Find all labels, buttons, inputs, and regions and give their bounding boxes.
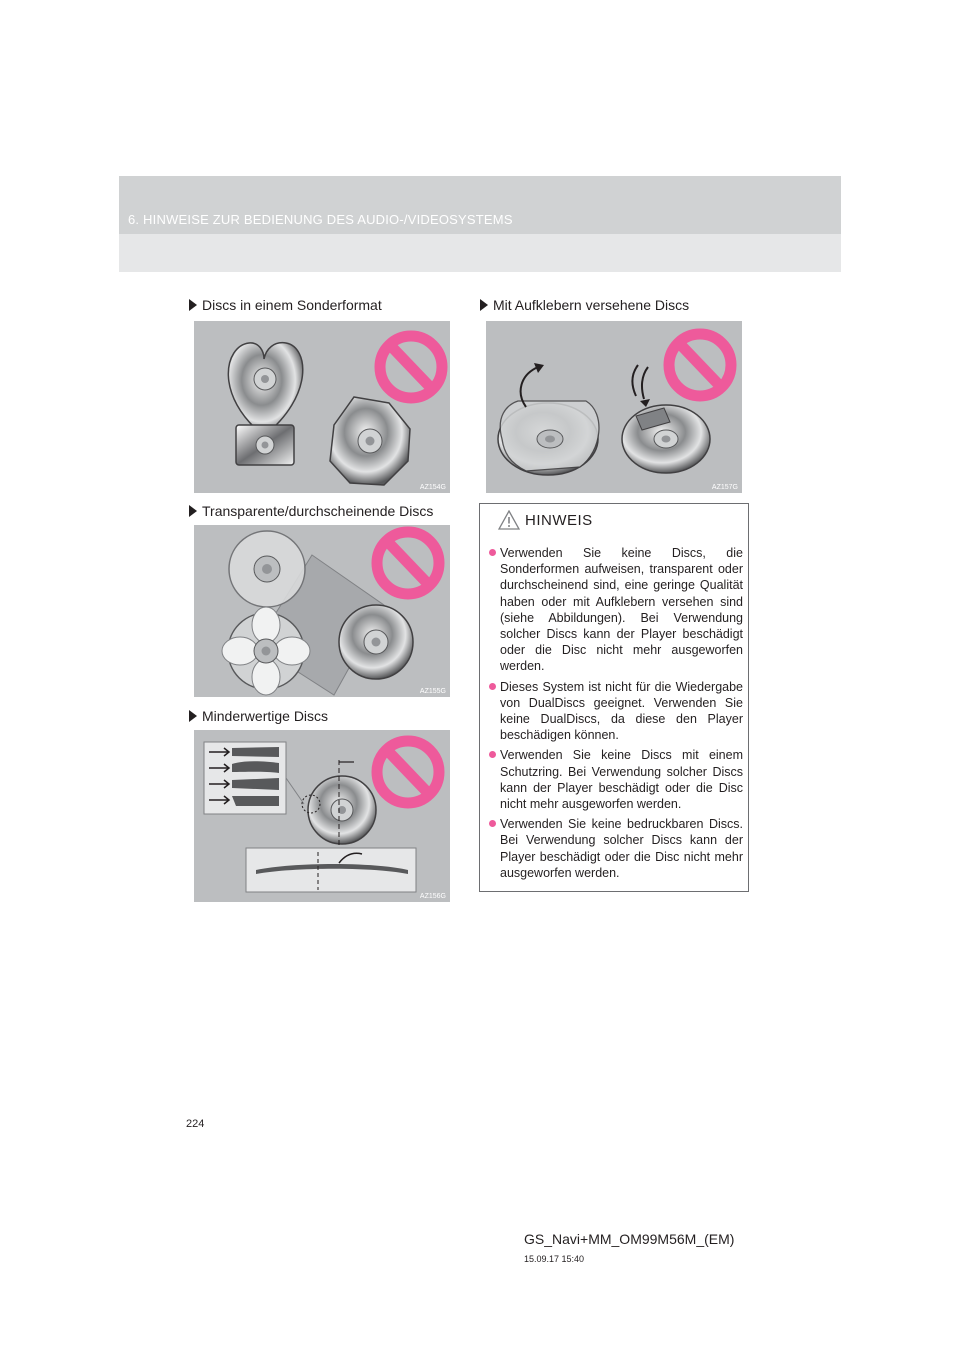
prohibition-sign-icon [377, 532, 439, 594]
prohibition-sign-icon [380, 336, 442, 398]
note-box [479, 503, 749, 892]
figure-special-format-discs [194, 321, 450, 493]
prohibition-sign-icon [669, 334, 731, 396]
footer-timestamp: 15.09.17 15:40 [524, 1254, 585, 1264]
note-item-text: Verwenden Sie keine bedruckbaren Discs. Bei Verwendung solcher Discs kann der Player beschädigt oder die Disc nicht mehr ausgeworfen werden. [500, 817, 743, 880]
section-title: Transparente/durchscheinende Discs [202, 503, 434, 519]
bullet-icon [489, 820, 496, 827]
figure-code: AZ156G [419, 893, 446, 900]
figure-labelled-discs [486, 321, 742, 493]
header-band [119, 176, 841, 272]
arrow-right-icon [189, 299, 197, 311]
bullet-icon [489, 549, 496, 556]
note-item [489, 747, 743, 812]
section-title: Minderwertige Discs [202, 708, 329, 724]
note-item [489, 545, 743, 675]
arrow-right-icon [189, 710, 197, 722]
section-title: Discs in einem Sonderformat [202, 297, 382, 313]
page-number: 224 [186, 1118, 205, 1130]
header-strip [119, 176, 841, 234]
section-heading-low-quality [189, 708, 328, 724]
figure-transparent-discs [194, 525, 450, 697]
arrow-right-icon [480, 299, 488, 311]
section-heading-labelled [480, 297, 689, 313]
bullet-icon [489, 751, 496, 758]
note-item [489, 816, 743, 881]
note-item-text: Dieses System ist nicht für die Wiedergabe von DualDiscs geeignet. Verwenden Sie keine DualDiscs, da diese den Player beschädigen können. [500, 679, 743, 743]
chapter-title: 6. HINWEISE ZUR BEDIENUNG DES AUDIO-/VIDEOSYSTEMS [128, 212, 513, 227]
section-heading-transparent [189, 503, 433, 519]
note-item [489, 679, 743, 744]
bullet-icon [489, 683, 496, 690]
figure-code: AZ155G [419, 688, 446, 695]
note-item-text: Verwenden Sie keine Discs mit einem Schutzring. Bei Verwendung solcher Discs kann der Player beschädigt oder die Disc nicht mehr ausgeworfen werden. [500, 748, 743, 812]
section-title: Mit Aufklebern versehene Discs [493, 297, 690, 313]
figure-low-quality-discs [194, 730, 450, 902]
note-header [480, 504, 748, 538]
note-item-text: Verwenden Sie keine Discs, die Sonderformen aufweisen, transparent oder durchscheinend sind, eine geringe Qualität haben oder mit Aufklebern versehen sind (siehe Abbildungen). Bei Verwendung solcher Discs kann der Player beschädigt oder die Disc nicht mehr ausgeworfen werden. [500, 546, 743, 674]
arrow-right-icon [189, 505, 197, 517]
footer-document-id: GS_Navi+MM_OM99M56M_(EM) [524, 1231, 735, 1247]
figure-code: AZ154G [419, 484, 446, 491]
note-list [489, 545, 743, 885]
note-title: HINWEIS [525, 512, 593, 529]
prohibition-sign-icon [377, 741, 439, 803]
section-heading-special-format [189, 297, 382, 313]
figure-code: AZ157G [711, 484, 738, 491]
warning-triangle-icon [498, 510, 520, 530]
